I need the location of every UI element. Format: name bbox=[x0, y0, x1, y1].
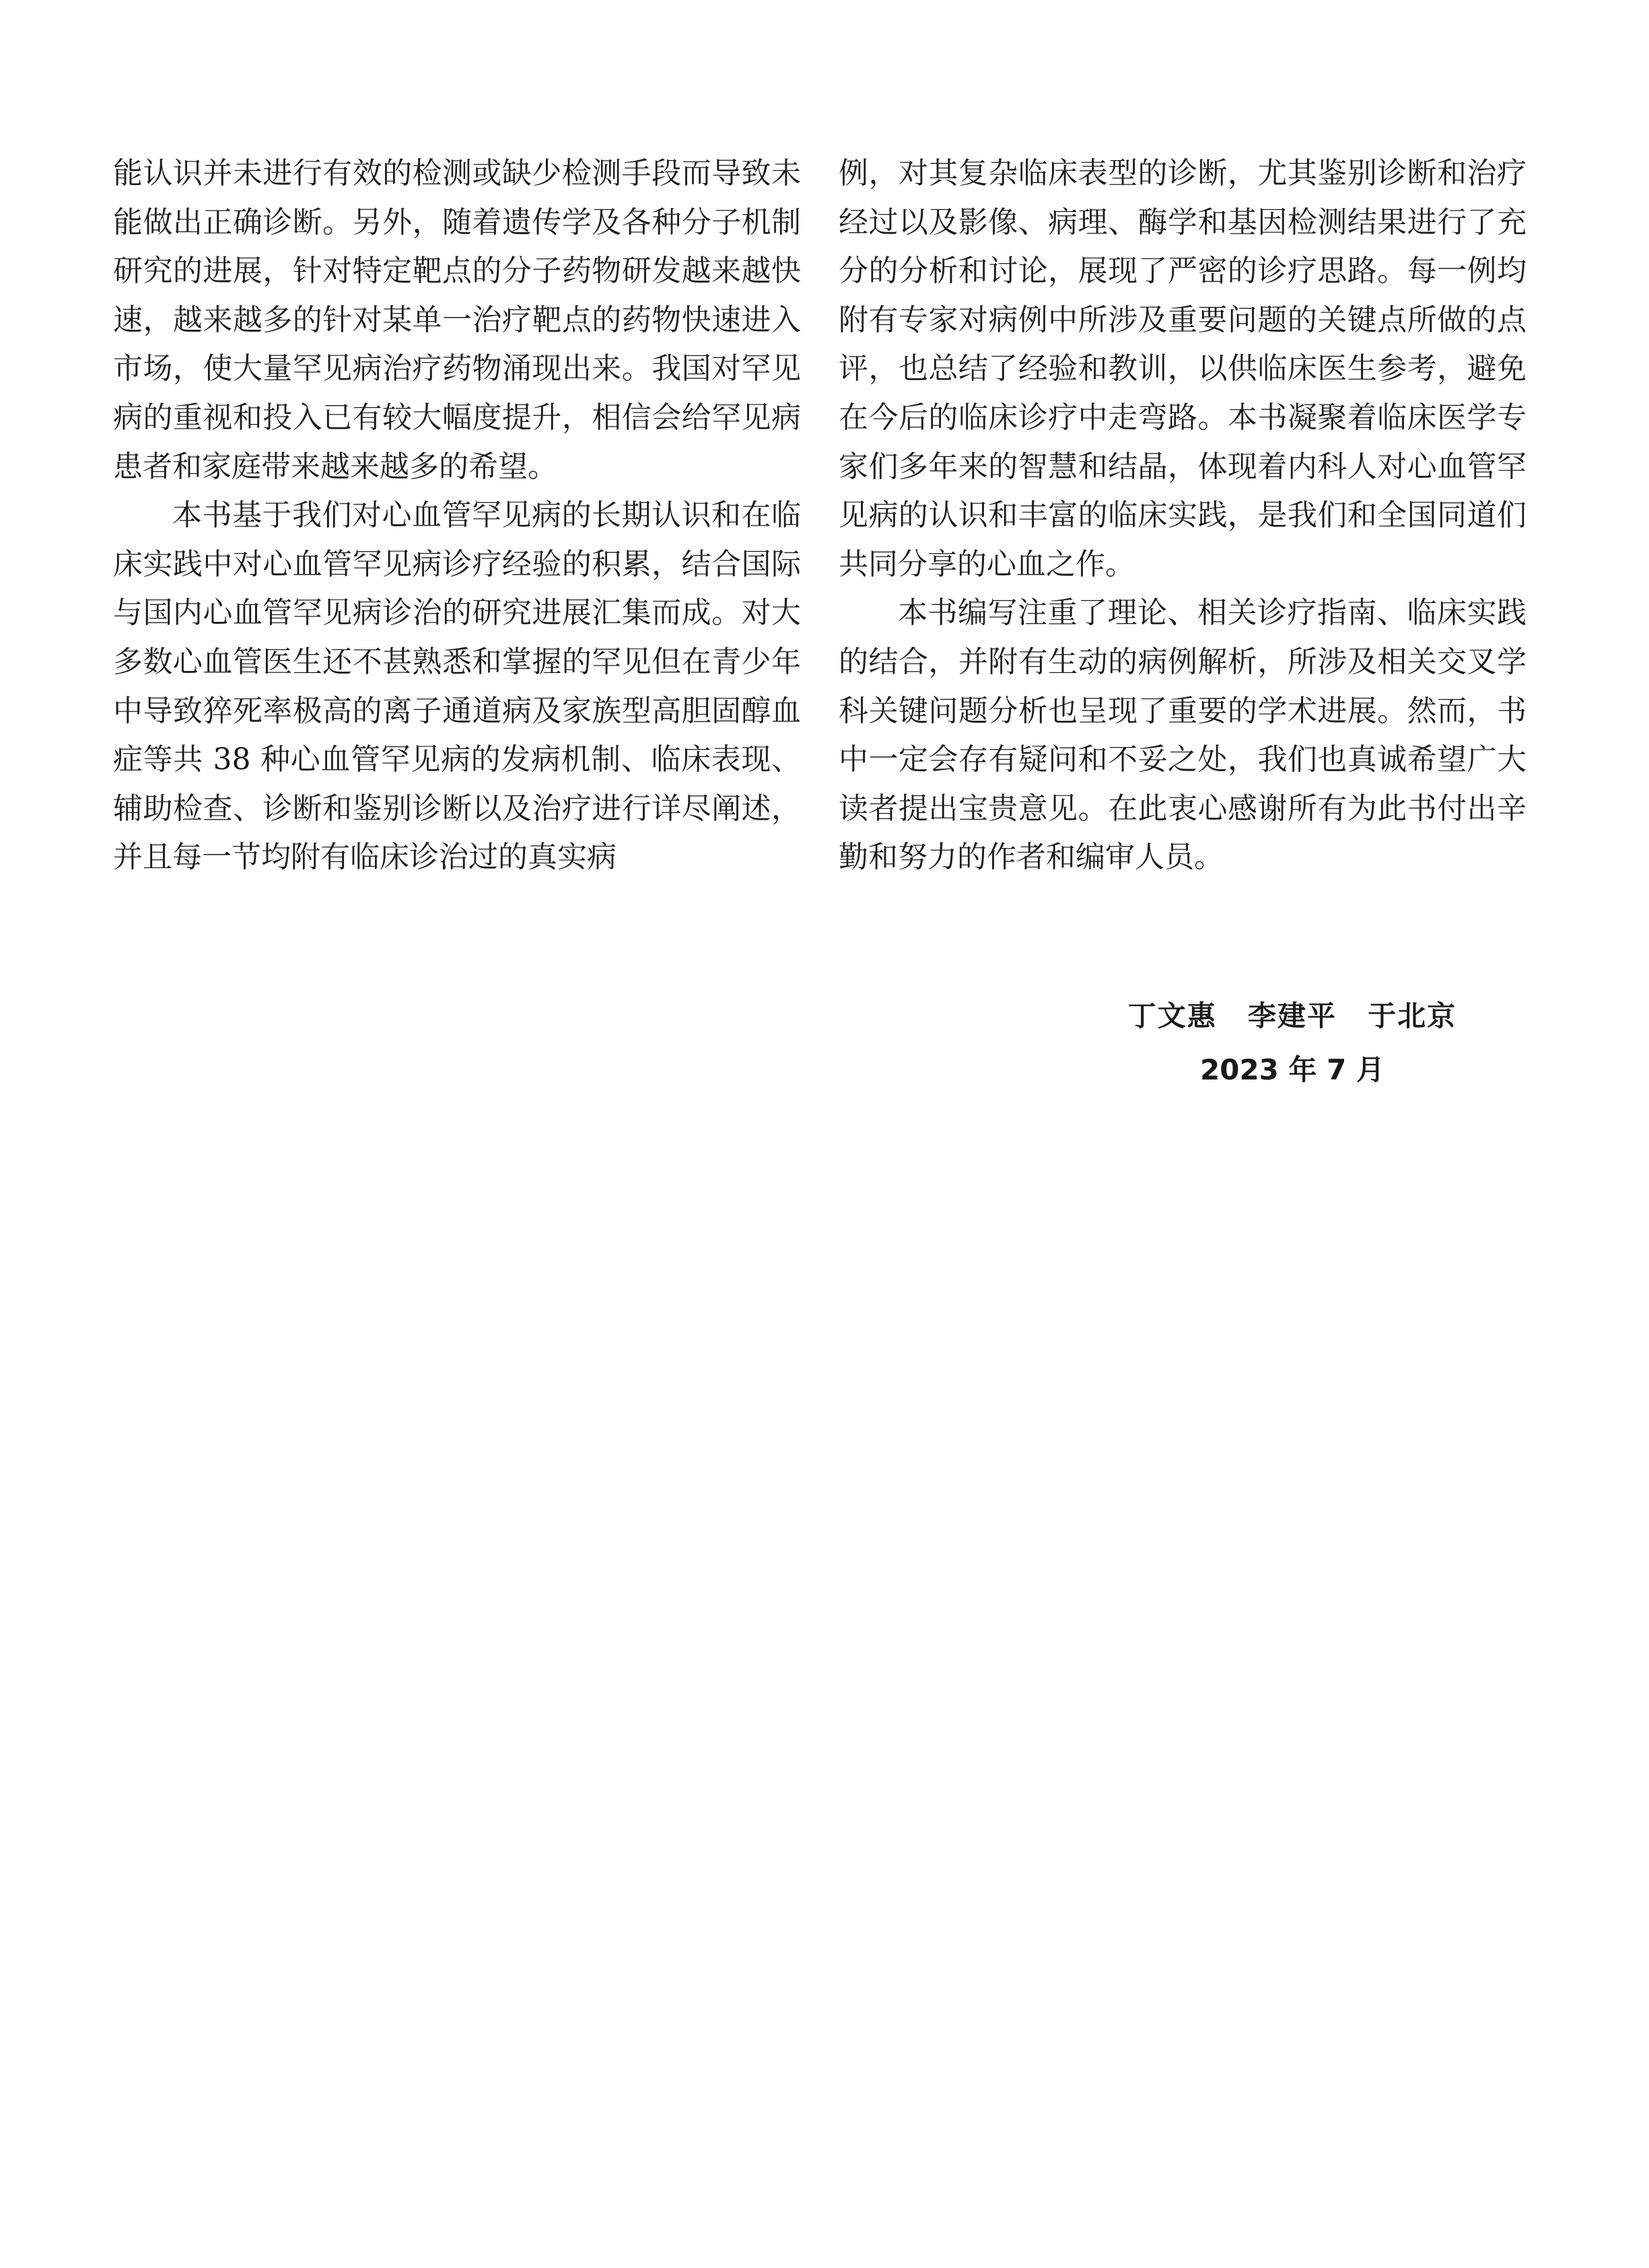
author-name: 李建平 bbox=[1247, 999, 1337, 1032]
author-name: 于北京 bbox=[1368, 999, 1457, 1032]
signature-block bbox=[1104, 989, 1481, 1097]
author-names bbox=[1104, 989, 1481, 1043]
paragraph-book-basis: 本书基于我们对心血管罕见病的长期认识和在临床实践中对心血管罕见病诊疗经验的积累，结合国际与国内心血管罕见病诊治的研究进展汇集而成。对大多数心血管医生还不甚熟悉和掌握的罕见但在青少年中导致猝死率极高的离子通道病及家族型高胆固醇血症等共 38 种心血管罕见病的发病机制、临床表现、辅助检查、诊断和鉴别诊断以及治疗进行详尽阐述，并且每一节均附有临床诊治过的真实病 bbox=[113, 498, 801, 875]
signature-date: 2023 年 7 月 bbox=[1200, 1053, 1384, 1086]
left-column bbox=[113, 149, 801, 882]
right-column bbox=[839, 149, 1527, 882]
paragraph-case-analysis: 例，对其复杂临床表型的诊断，尤其鉴别诊断和治疗经过以及影像、病理、酶学和基因检测结果进行了充分的分析和讨论，展现了严密的诊疗思路。每一例均附有专家对病例中所涉及重要问题的关键点所做的点评，也总结了经验和教训，以供临床医生参考，避免在今后的临床诊疗中走弯路。本书凝聚着临床医学专家们多年来的智慧和结晶，体现着内科人对心血管罕见病的认识和丰富的临床实践，是我们和全国同道们共同分享的心血之作。 bbox=[839, 156, 1527, 581]
paragraph-acknowledgement: 本书编写注重了理论、相关诊疗指南、临床实践的结合，并附有生动的病例解析，所涉及相关交叉学科关键问题分析也呈现了重要的学术进展。然而，书中一定会存有疑问和不妥之处，我们也真诚希望广大读者提出宝贵意见。在此衷心感谢所有为此书付出辛勤和努力的作者和编审人员。 bbox=[839, 596, 1527, 875]
author-name: 丁文惠 bbox=[1127, 999, 1217, 1032]
paragraph-continuation: 能认识并未进行有效的检测或缺少检测手段而导致未能做出正确诊断。另外，随着遗传学及各种分子机制研究的进展，针对特定靶点的分子药物研发越来越快速，越来越多的针对某单一治疗靶点的药物快速进入市场，使大量罕见病治疗药物涌现出来。我国对罕见病的重视和投入已有较大幅度提升，相信会给罕见病患者和家庭带来越来越多的希望。 bbox=[113, 156, 801, 484]
